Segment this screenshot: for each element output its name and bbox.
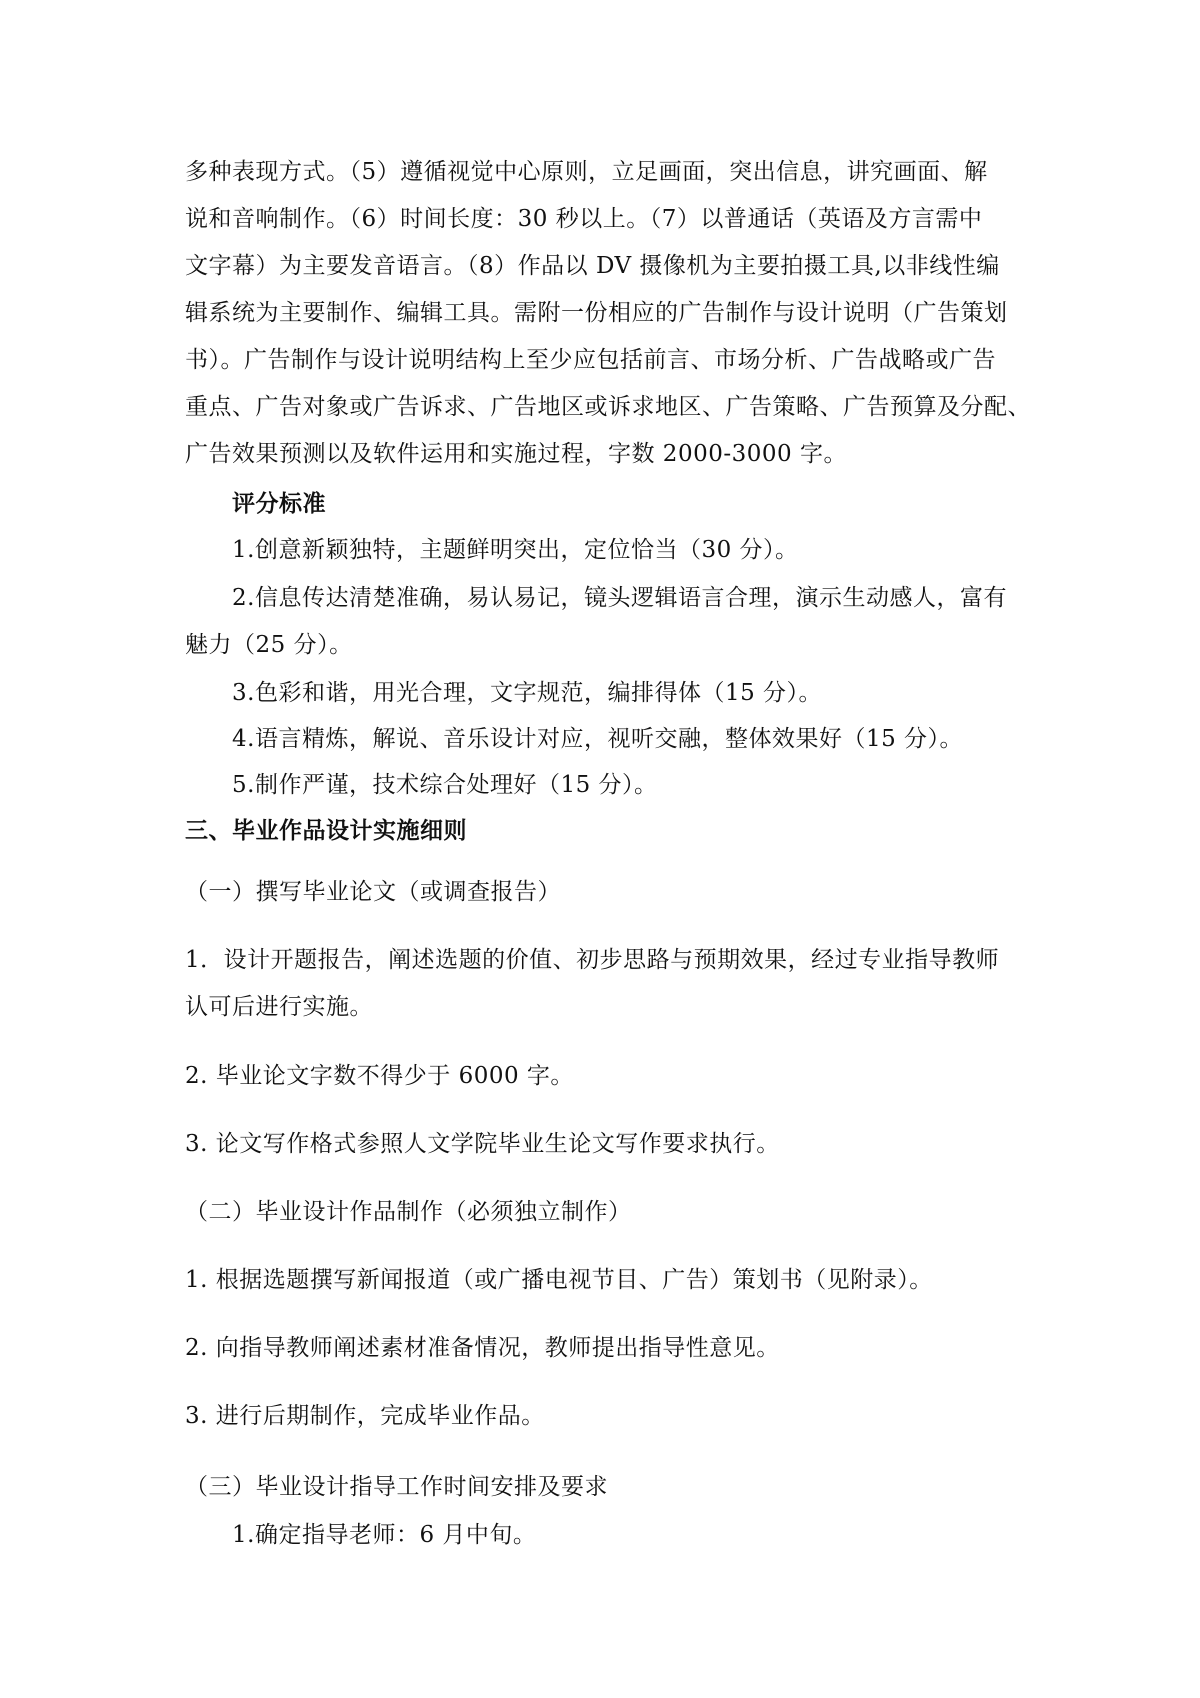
intro-line-1: 多种表现方式。（5）遵循视觉中心原则，立足画面，突出信息，讲究画面、解	[185, 159, 988, 185]
scoring-item-5: 5.制作严谨，技术综合处理好（15 分）。	[232, 772, 658, 798]
subsection-2-title: （二）毕业设计作品制作（必须独立制作）	[185, 1199, 632, 1225]
intro-line-3: 文字幕）为主要发音语言。（8）作品以 DV 摄像机为主要拍摄工具,以非线性编	[185, 253, 1000, 279]
subsection-3-title: （三）毕业设计指导工作时间安排及要求	[185, 1474, 608, 1500]
subsection-1-item-1-line-1: 1．设计开题报告，阐述选题的价值、初步思路与预期效果，经过专业指导教师	[185, 947, 1000, 973]
subsection-2-item-3: 3. 进行后期制作，完成毕业作品。	[185, 1403, 545, 1429]
subsection-1-item-3: 3. 论文写作格式参照人文学院毕业生论文写作要求执行。	[185, 1131, 780, 1157]
scoring-heading: 评分标准	[232, 490, 326, 517]
section-3-heading: 三、毕业作品设计实施细则	[185, 817, 467, 844]
subsection-1-title: （一）撰写毕业论文（或调查报告）	[185, 879, 561, 905]
subsection-2-item-1: 1. 根据选题撰写新闻报道（或广播电视节目、广告）策划书（见附录）。	[185, 1267, 933, 1293]
scoring-item-2-line-1: 2.信息传达清楚准确，易认易记，镜头逻辑语言合理，演示生动感人，富有	[232, 585, 1007, 611]
intro-line-2: 说和音响制作。（6）时间长度：30 秒以上。（7）以普通话（英语及方言需中	[185, 206, 983, 232]
intro-line-7: 广告效果预测以及软件运用和实施过程，字数 2000-3000 字。	[185, 441, 847, 467]
intro-line-6: 重点、广告对象或广告诉求、广告地区或诉求地区、广告策略、广告预算及分配、	[185, 394, 1031, 420]
intro-line-4: 辑系统为主要制作、编辑工具。需附一份相应的广告制作与设计说明（广告策划	[185, 300, 1008, 326]
scoring-item-4: 4.语言精炼，解说、音乐设计对应，视听交融，整体效果好（15 分）。	[232, 726, 964, 752]
subsection-3-item-1: 1.确定指导老师：6 月中旬。	[232, 1522, 537, 1548]
scoring-item-3: 3.色彩和谐，用光合理，文字规范，编排得体（15 分）。	[232, 680, 823, 706]
subsection-1-item-2: 2. 毕业论文字数不得少于 6000 字。	[185, 1063, 574, 1089]
scoring-item-1: 1.创意新颖独特，主题鲜明突出，定位恰当（30 分）。	[232, 537, 799, 563]
subsection-1-item-1-line-2: 认可后进行实施。	[185, 994, 373, 1020]
intro-line-5: 书）。广告制作与设计说明结构上至少应包括前言、市场分析、广告战略或广告	[185, 347, 996, 373]
scoring-item-2-line-2: 魅力（25 分）。	[185, 632, 353, 658]
subsection-2-item-2: 2. 向指导教师阐述素材准备情况，教师提出指导性意见。	[185, 1335, 780, 1361]
